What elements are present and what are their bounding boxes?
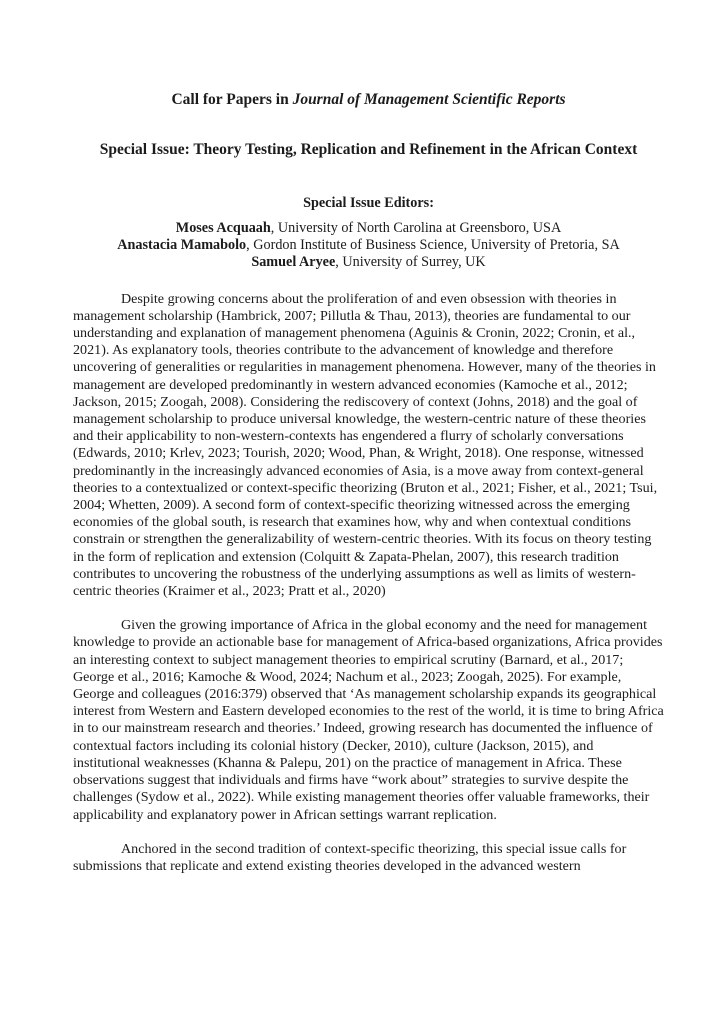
editor-name: Samuel Aryee	[251, 254, 336, 271]
journal-name: Journal of Management Scientific Reports	[292, 91, 566, 108]
paragraph-call-for-submissions: Anchored in the second tradition of context-specific theorizing, this special issue calls for submissions that replicate and extend existing theories developed in the advanced western	[73, 840, 627, 874]
document-body	[73, 291, 664, 876]
editor-line	[73, 220, 664, 237]
editor-name: Anastacia Mamabolo	[117, 237, 247, 254]
editor-affiliation: , University of Surrey, UK	[335, 254, 486, 271]
editor-name: Moses Acquaah	[175, 220, 271, 236]
paragraph-africa-context: Given the growing importance of Africa in the global economy and the need for management knowledge to provide an actionable base for management of Africa-based organizations, Africa provides an interesting context to subject management theories to empirical scrutiny (Barnard, et al., 2017; George et al., 2016; Kamoche & Wood, 2024; Nachum et al., 2023; Zoogah, 2025). For example, George and colleagues (2016:379) observed that ‘As management scholarship expands its geographical interest from Western and Eastern developed economies to the rest of the world, it is time to bring Africa in to our mainstream research and theories.’ Indeed, growing research has documented the influence of contextual factors including its colonial history (Decker, 2010), culture (Jackson, 2015), and institutional weaknesses (Khanna & Palepu, 201) on the practice of management in Africa. These observations suggest that individuals and firms have “work about” strategies to survive despite the challenges (Sydow et al., 2022). While existing management theories offer valuable frameworks, their applicability and explanatory power in African settings warrant replication.	[73, 617, 664, 823]
editor-line	[73, 237, 664, 254]
editors-list	[73, 220, 664, 272]
page-title	[73, 90, 664, 109]
special-issue-subtitle: Special Issue: Theory Testing, Replication and Refinement in the African Context	[99, 141, 638, 158]
title-prefix: Call for Papers in	[171, 91, 293, 108]
editor-affiliation: , University of North Carolina at Greensboro, USA	[270, 220, 562, 236]
paragraph-intro-theories: Despite growing concerns about the proliferation of and even obsession with theories in management scholarship (Hambrick, 2007; Pillutla & Thau, 2013), theories are fundamental to our understanding and explanation of management phenomena (Aguinis & Cronin, 2022; Cronin, et al., 2021). As explanatory tools, theories contribute to the advancement of knowledge and therefore uncovering of generalities or regularities in management phenomena. However, many of the theories in management are developed predominantly in western advanced economies (Kamoche et al., 2012; Jackson, 2015; Zoogah, 2008). Considering the rediscovery of context (Johns, 2018) and the goal of management scholarship to produce universal knowledge, the western-centric nature of these theories and their applicability to non-western-contexts has engendered a flurry of scholarly conversations (Edwards, 2010; Krlev, 2023; Tourish, 2020; Wood, Phan, & Wright, 2018). One response, witnessed predominantly in the increasingly advanced economies of Asia, is a move away from context-general theories to a contextualized or context-specific theorizing (Bruton et al., 2021; Fisher, et al., 2021; Tsui, 2004; Whetten, 2009). A second form of context-specific theorizing witnessed across the emerging economies of the global south, is research that examines how, why and when contextual conditions constrain or strengthen the generalizability of western-centric theories. With its focus on theory testing in the form of replication and extension (Colquitt & Zapata-Phelan, 2007), this research tradition contributes to uncovering the robustness of the underlying assumptions as well as limits of western-centric theories (Kraimer et al., 2023; Pratt et al., 2020)	[73, 290, 658, 600]
editors-heading: Special Issue Editors:	[303, 195, 434, 211]
editor-line	[73, 254, 664, 271]
editor-affiliation: , Gordon Institute of Business Science, University of Pretoria, SA	[246, 237, 620, 254]
